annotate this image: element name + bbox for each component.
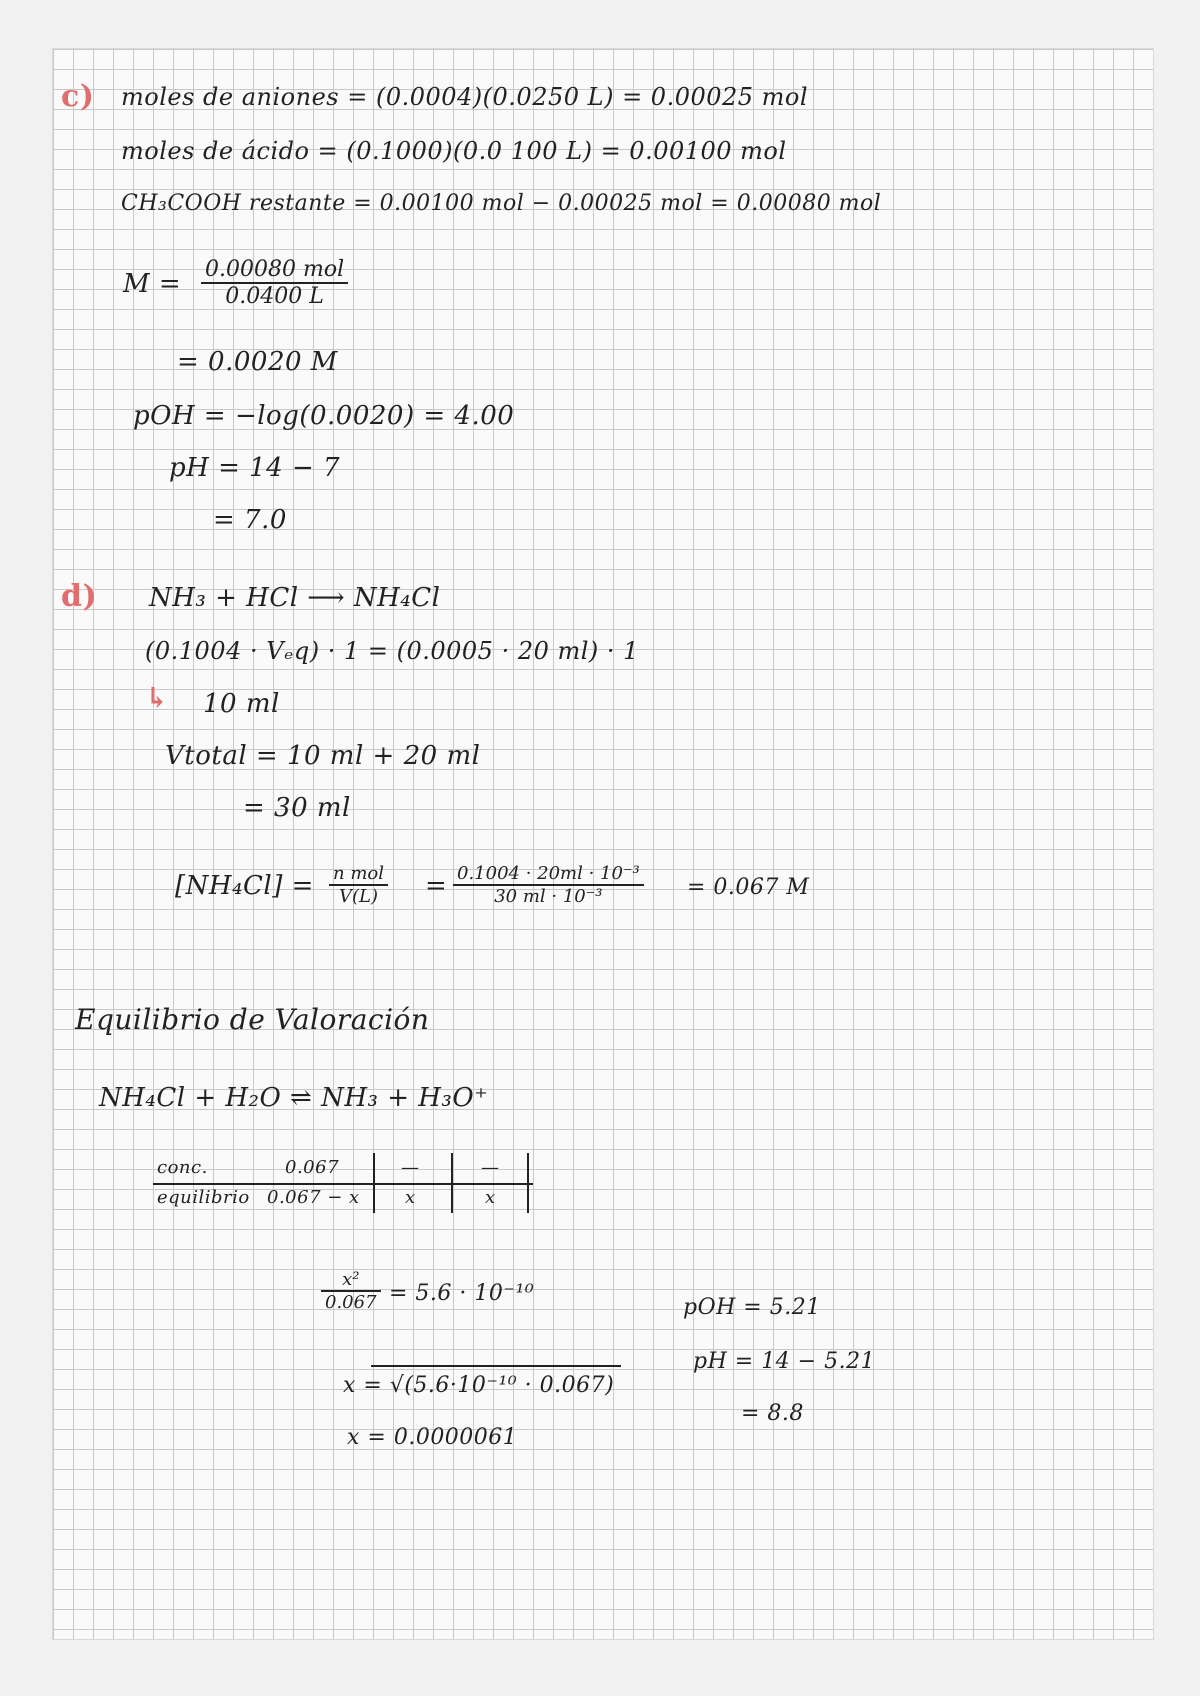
moles-aniones-line: moles de aniones = (0.0004)(0.0250 L) = 0.00025 mol bbox=[121, 83, 809, 111]
ka-value: = 5.6 · 10⁻¹⁰ bbox=[389, 1281, 535, 1306]
ice-divider-1 bbox=[373, 1153, 375, 1213]
ice-row2-label: equilibrio bbox=[157, 1187, 250, 1208]
ice-col2-row1: — bbox=[401, 1157, 420, 1178]
ka-fraction bbox=[321, 1269, 381, 1313]
ice-divider-3 bbox=[527, 1153, 529, 1213]
reaction-line: NH₃ + HCl ⟶ NH₄Cl bbox=[149, 583, 441, 613]
ka-denominator: 0.067 bbox=[325, 1292, 377, 1313]
concentration-result: = 0.067 M bbox=[687, 875, 810, 900]
molarity-label: M = bbox=[123, 269, 182, 299]
ice-col1-row2: 0.067 − x bbox=[267, 1187, 360, 1208]
moles-acido-line: moles de ácido = (0.1000)(0.0 100 L) = 0.00100 mol bbox=[121, 137, 787, 165]
molarity-denominator: 0.0400 L bbox=[225, 284, 324, 309]
molarity-numerator: 0.00080 mol bbox=[201, 257, 348, 284]
x-expression: x = √(5.6·10⁻¹⁰ · 0.067) bbox=[343, 1373, 615, 1398]
vtotal-line: Vtotal = 10 ml + 20 ml bbox=[165, 741, 481, 771]
ka-numerator: x² bbox=[321, 1269, 381, 1292]
x-result: x = 0.0000061 bbox=[347, 1425, 518, 1450]
concentration-fraction-1 bbox=[329, 863, 388, 907]
problem-c-marker: c) bbox=[61, 79, 95, 114]
ph2-result: = 8.8 bbox=[741, 1401, 804, 1426]
poh2-line: pOH = 5.21 bbox=[683, 1295, 821, 1320]
ice-row1-label: conc. bbox=[157, 1157, 208, 1178]
ice-col3-row2: x bbox=[485, 1187, 496, 1208]
sqrt-overline bbox=[371, 1365, 621, 1367]
ph-result: = 7.0 bbox=[213, 505, 287, 535]
conc-frac2-numerator: 0.1004 · 20ml · 10⁻³ bbox=[453, 863, 644, 886]
equilibrium-title: Equilibrio de Valoración bbox=[75, 1003, 430, 1036]
restante-line: CH₃COOH restante = 0.00100 mol − 0.00025 mol = 0.00080 mol bbox=[121, 191, 882, 216]
ice-col3-row1: — bbox=[481, 1157, 500, 1178]
ice-divider-horizontal bbox=[153, 1183, 533, 1185]
poh-line: pOH = −log(0.0020) = 4.00 bbox=[133, 401, 515, 431]
ice-divider-2 bbox=[451, 1153, 453, 1213]
equivalence-equation: (0.1004 · Vₑq) · 1 = (0.0005 · 20 ml) · 1 bbox=[145, 637, 639, 665]
vtotal-result: = 30 ml bbox=[243, 793, 351, 823]
ph-line: pH = 14 − 7 bbox=[169, 453, 341, 483]
problem-d-marker: d) bbox=[61, 579, 98, 614]
equilibrium-reaction: NH₄Cl + H₂O ⇌ NH₃ + H₃O⁺ bbox=[99, 1083, 489, 1113]
molarity-fraction bbox=[201, 257, 348, 309]
graph-paper-sheet bbox=[52, 48, 1154, 1640]
conc-frac1-denominator: V(L) bbox=[338, 886, 378, 907]
ph2-line: pH = 14 − 5.21 bbox=[693, 1349, 876, 1374]
equivalence-result: 10 ml bbox=[203, 689, 280, 719]
concentration-equals: = bbox=[425, 871, 448, 901]
result-arrow: ↳ bbox=[145, 681, 169, 714]
concentration-fraction-2 bbox=[453, 863, 644, 907]
ice-col1-row1: 0.067 bbox=[285, 1157, 340, 1178]
molarity-result: = 0.0020 M bbox=[177, 347, 338, 377]
conc-frac2-denominator: 30 ml · 10⁻³ bbox=[494, 886, 603, 907]
conc-frac1-numerator: n mol bbox=[329, 863, 388, 886]
concentration-label: [NH₄Cl] = bbox=[175, 871, 314, 901]
ice-col2-row2: x bbox=[405, 1187, 416, 1208]
